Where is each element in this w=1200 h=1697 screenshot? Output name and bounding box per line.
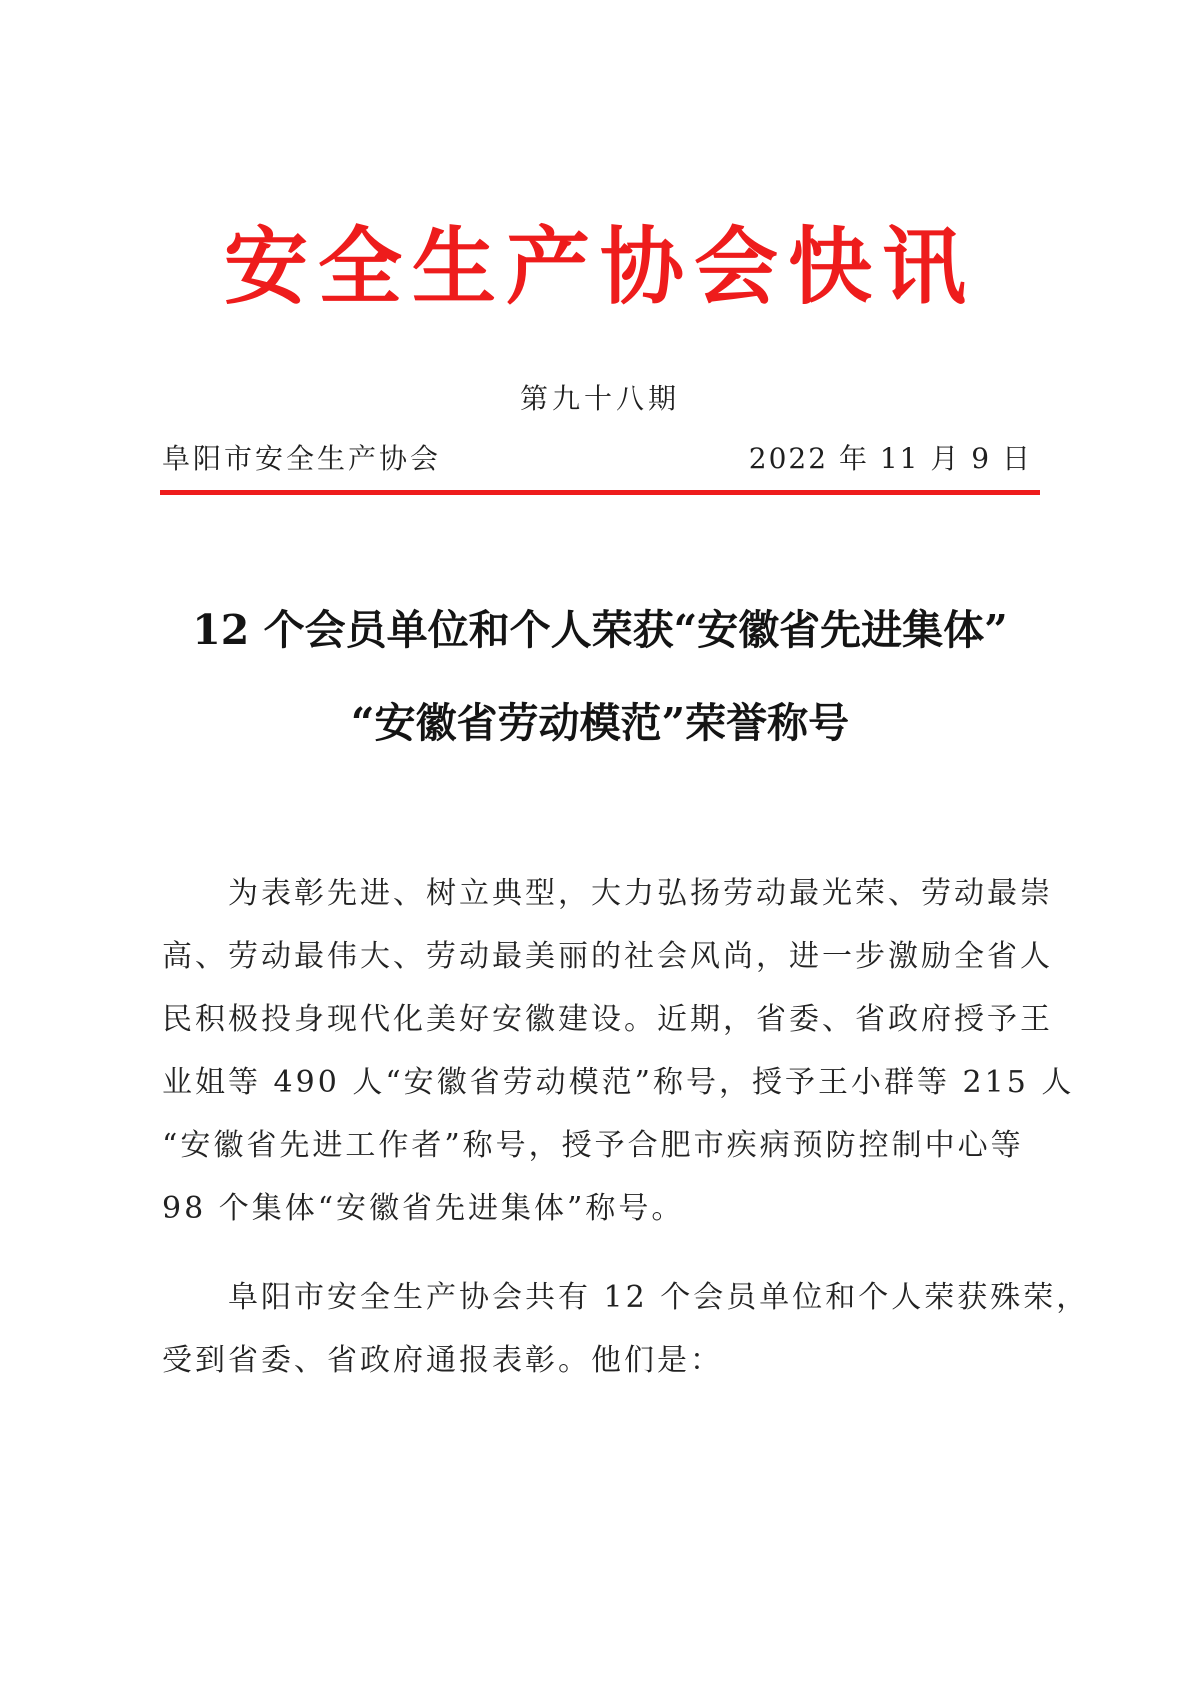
paragraph-line: 民积极投身现代化美好安徽建设。近期，省委、省政府授予王 (162, 1002, 1053, 1037)
article-headline-line-2: “安徽省劳动模范”荣誉称号 (350, 699, 850, 747)
article-paragraph-2 (162, 1266, 1090, 1392)
paragraph-line: 为表彰先进、树立典型，大力弘扬劳动最光荣、劳动最崇 (228, 876, 1053, 911)
issue-number: 第九十八期 (519, 382, 680, 415)
paragraph-line: 98 个集体“安徽省先进集体”称号。 (162, 1191, 685, 1226)
article-headline-line-1: 12 个会员单位和个人荣获“安徽省先进集体” (192, 606, 1008, 654)
paragraph-line: 高、劳动最伟大、劳动最美丽的社会风尚，进一步激励全省人 (162, 939, 1053, 974)
issue-date: 2022 年 11 月 9 日 (748, 442, 1032, 475)
paragraph-line: 受到省委、省政府通报表彰。他们是： (162, 1343, 723, 1378)
red-divider-line (160, 490, 1040, 495)
article-paragraph-1 (162, 862, 1075, 1240)
newsletter-masthead-title: 安全生产协会快讯 (223, 218, 976, 316)
paragraph-line: 业姐等 490 人“安徽省劳动模范”称号，授予王小群等 215 人 (162, 1065, 1075, 1100)
paragraph-line: “安徽省先进工作者”称号，授予合肥市疾病预防控制中心等 (162, 1128, 1024, 1163)
paragraph-line: 阜阳市安全生产协会共有 12 个会员单位和个人荣获殊荣， (228, 1280, 1090, 1315)
issuing-organization: 阜阳市安全生产协会 (162, 442, 442, 475)
